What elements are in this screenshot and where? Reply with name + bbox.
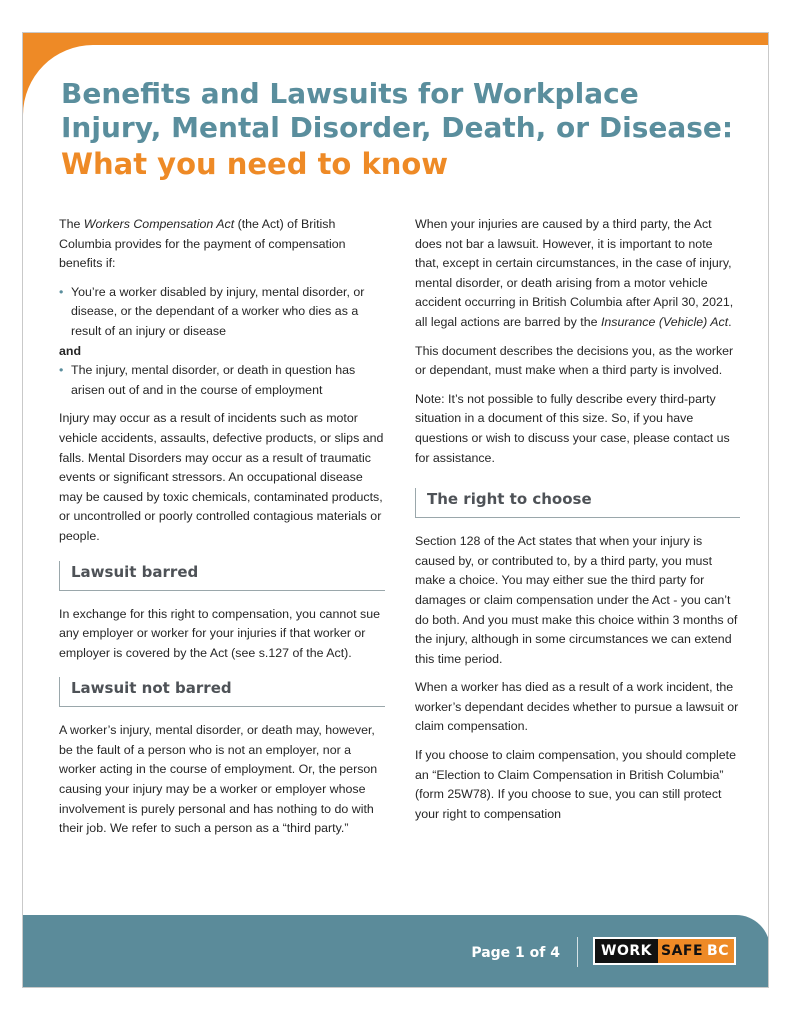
list-item-text: The injury, mental disorder, or death in question has arisen out of and in the course of employment	[71, 363, 356, 397]
injury-paragraph: Injury may occur as a result of incidents such as motor vehicle accidents, assaults, defective products, or slips and falls. Mental Disorders may occur as a result of traumatic events or significant stressors. An occupational disease may be caused by toxic chemicals, contaminated products, or uncontrolled or poorly controlled contagious materials or people.	[59, 411, 384, 543]
footer-divider	[577, 937, 578, 967]
and-connector: and	[59, 343, 82, 358]
lawsuit-not-barred-paragraph: A worker’s injury, mental disorder, or death may, however, be the fault of a person who is not an employer, nor a worker acting in the course of employment. Or, the person causing your injury may be a worker or employer whose involvement is purely personal and has nothing to do with their job. We refer to such a person as a “third party.”	[59, 723, 378, 836]
heading-left-rule	[415, 488, 416, 518]
claim-compensation-paragraph: If you choose to claim compensation, you should complete an “Election to Claim Compensation in British Columbia” (form 25W78). If you choose to sue, you can still protect your right to compensation	[415, 748, 736, 821]
third-party-end: .	[728, 314, 732, 329]
eligibility-list-2	[59, 361, 385, 400]
worksafebc-logo	[593, 937, 736, 965]
logo-safe-text: SAFE	[658, 939, 706, 963]
left-column	[59, 215, 385, 848]
right-to-choose-paragraph: Section 128 of the Act states that when your injury is caused by, or contributed to, by a third party, you must make a choice. You may either sue the third party for damages or claim compensation under the Act - you can’t do both. And you must make this choice within 3 months of the injury, although in some circumstances we can extend this time period.	[415, 534, 738, 666]
heading-left-rule	[59, 561, 60, 591]
heading-left-rule	[59, 677, 60, 707]
document-page	[22, 32, 769, 988]
note-paragraph: Note: It’s not possible to fully describe every third-party situation in a document of this size. So, if you have questions or wish to discuss your case, please contact us for assistance.	[415, 391, 730, 465]
section-heading-right-to-choose	[415, 488, 740, 520]
heading-underline	[59, 706, 385, 707]
title-line-1: Benefits and Lawsuits for Workplace	[61, 77, 639, 110]
list-item	[59, 361, 385, 400]
bullet-icon: •	[59, 284, 64, 299]
list-item-text: You’re a worker disabled by injury, mental disorder, or disease, or the dependant of a worker who dies as a result of an injury or disease	[71, 284, 365, 338]
section-heading-lawsuit-barred	[59, 561, 385, 593]
act-name: Workers Compensation Act	[83, 217, 235, 231]
bullet-icon: •	[59, 363, 64, 378]
right-column	[415, 215, 740, 833]
page-footer	[23, 915, 769, 987]
document-title	[61, 77, 751, 183]
intro-text-start: The	[59, 217, 84, 231]
heading-text: Lawsuit barred	[71, 562, 199, 581]
heading-underline	[415, 517, 740, 518]
intro-paragraph	[59, 215, 385, 274]
document-subtitle: What you need to know	[61, 147, 449, 181]
lawsuit-barred-paragraph: In exchange for this right to compensation, you cannot sue any employer or worker for your injuries if that worker or employer is covered by the Act (see s.127 of the Act).	[59, 606, 380, 660]
intro-text-rest: (the Act) of British Columbia provides for the payment of compensation benefits if:	[59, 217, 346, 271]
worker-died-paragraph: When a worker has died as a result of a work incident, the worker’s dependant decides whether to pursue a lawsuit or claim compensation.	[415, 680, 739, 734]
insurance-act-name: Insurance (Vehicle) Act	[600, 314, 729, 329]
third-party-paragraph	[415, 215, 740, 333]
heading-text: Lawsuit not barred	[71, 679, 232, 698]
document-describes-paragraph: This document describes the decisions you, as the worker or dependant, must make when a third party is involved.	[415, 343, 734, 378]
logo-bc-text: BC	[706, 939, 734, 963]
heading-underline	[59, 590, 385, 591]
eligibility-list	[59, 283, 385, 342]
third-party-text: When your injuries are caused by a third party, the Act does not bar a lawsuit. However, it is important to note that, except in certain circumstances, in the case of injury, mental disorder, or death arising from a motor vehicle accident occurring in British Columbia after April 30, 2021, all legal actions are barred by the	[415, 217, 734, 329]
heading-text: The right to choose	[427, 490, 592, 509]
section-heading-lawsuit-not-barred	[59, 677, 385, 709]
page-number: Page 1 of 4	[471, 945, 560, 961]
title-line-2: Injury, Mental Disorder, Death, or Disease:	[61, 111, 734, 144]
list-item	[59, 283, 385, 342]
logo-work-text: WORK	[595, 939, 658, 963]
